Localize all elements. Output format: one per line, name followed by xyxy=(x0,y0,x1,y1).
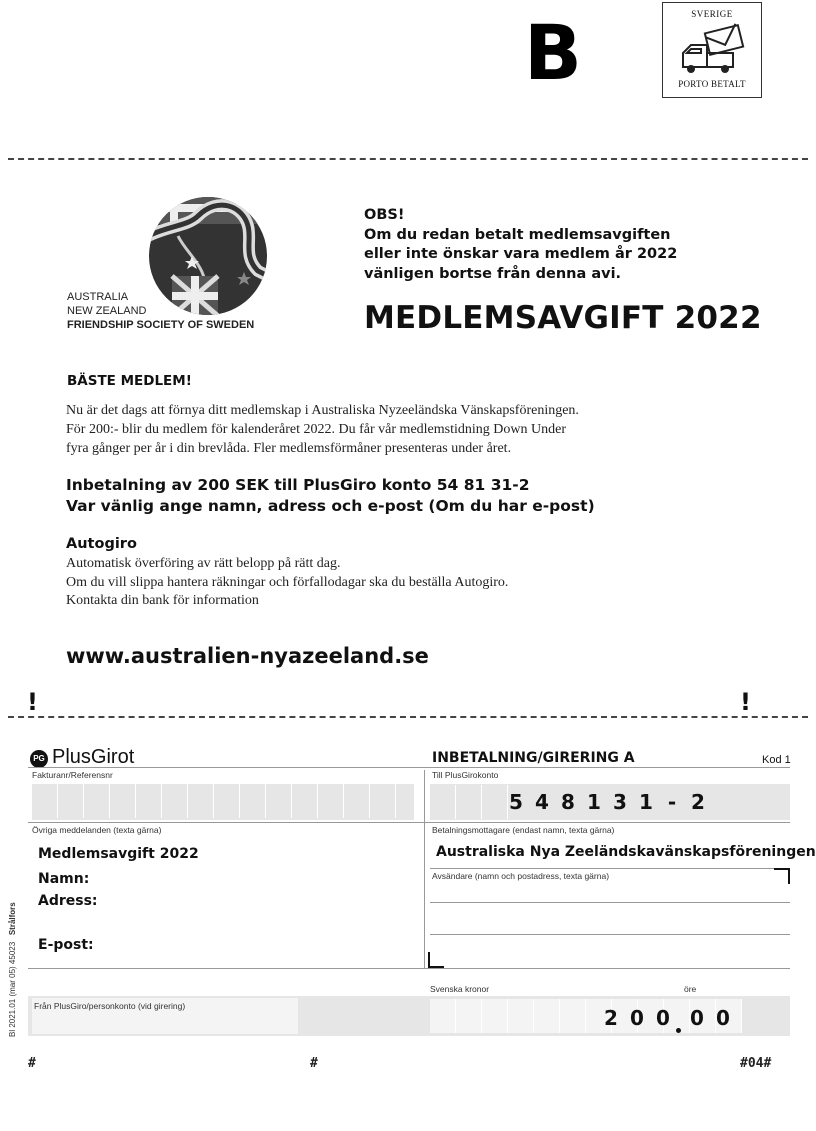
account-digit: - xyxy=(667,790,677,814)
ocr-mark-right: #04# xyxy=(740,1056,772,1071)
messages-label: Övriga meddelanden (texta gärna) xyxy=(32,825,162,835)
recipient-name: Australiska Nya Zeeländskavänskapsföreningen xyxy=(436,844,816,860)
greeting: BÄSTE MEDLEM! xyxy=(67,373,192,389)
amount-kronor-digit: 0 xyxy=(656,1006,670,1030)
ocr-mark-middle: # xyxy=(310,1056,318,1071)
amount-ore-digit: 0 xyxy=(716,1006,730,1030)
autogiro-line3: Kontakta din bank för information xyxy=(66,593,259,608)
account-digit-boxes xyxy=(430,785,508,819)
notice-line1: OBS! xyxy=(364,207,405,223)
society-name xyxy=(67,290,254,332)
society-name-line3: FRIENDSHIP SOCIETY OF SWEDEN xyxy=(67,319,255,331)
autogiro-line2: Om du vill slippa hantera räkningar och förfallodagar ska du beställa Autogiro. xyxy=(66,574,509,590)
decimal-point xyxy=(676,1028,681,1033)
notice-line4: vänligen bortse från denna avi. xyxy=(364,265,622,282)
page-title: MEDLEMSAVGIFT 2022 xyxy=(364,300,762,336)
autogiro-line1: Automatisk överföring av rätt belopp på rätt dag. xyxy=(66,556,341,571)
from-account-label: Från PlusGiro/personkonto (vid girering) xyxy=(34,1001,186,1011)
notice-line2: Om du redan betalt medlemsavgiften xyxy=(364,226,671,243)
payment-line2: Var vänlig ange namn, adress och e-post (Om du har e-post) xyxy=(66,497,595,515)
payment-instructions xyxy=(66,475,595,517)
postage-stamp xyxy=(662,2,762,98)
form-rule xyxy=(430,902,790,903)
notice-block xyxy=(364,206,677,284)
form-heading: INBETALNING/GIRERING A xyxy=(432,750,635,766)
cut-mark-right: ! xyxy=(740,688,751,716)
sender-label: Avsändare (namn och postadress, texta gärna) xyxy=(432,871,610,881)
intro-paragraph xyxy=(66,401,666,458)
society-name-line2: NEW ZEALAND xyxy=(67,305,147,317)
amount-kronor-digit: 2 xyxy=(604,1006,618,1030)
recipient-label: Betalningsmottagare (endast namn, texta gärna) xyxy=(432,825,615,835)
printer-brand: Strålfors xyxy=(8,902,17,936)
to-account-label: Till PlusGirokonto xyxy=(432,770,499,780)
stamp-country: SVERIGE xyxy=(691,9,733,19)
account-digit: 2 xyxy=(691,790,705,814)
account-digit: 5 xyxy=(509,790,523,814)
payment-line1: Inbetalning av 200 SEK till PlusGiro konto 54 81 31-2 xyxy=(66,476,530,494)
letter-b: B xyxy=(524,8,582,97)
amount-kronor-digit: 0 xyxy=(630,1006,644,1030)
account-digit: 8 xyxy=(561,790,575,814)
ocr-mark-left: # xyxy=(28,1056,36,1071)
form-rule xyxy=(430,868,790,869)
ore-label: öre xyxy=(684,984,697,994)
account-digit: 3 xyxy=(613,790,627,814)
email-field-label: E-post: xyxy=(38,937,94,953)
intro-line2: För 200:- blir du medlem för kalenderåret 2022. Du får vår medlemstidning Down Under xyxy=(66,422,566,437)
account-digit: 4 xyxy=(535,790,549,814)
intro-line1: Nu är det dags att förnya ditt medlemskap i Australiska Nyzeeländska Vänskapsföreningen. xyxy=(66,403,579,418)
address-field-label: Adress: xyxy=(38,893,98,909)
truck-envelope-icon xyxy=(677,23,749,75)
sender-corner-mark xyxy=(774,868,790,884)
reference-input[interactable] xyxy=(32,784,414,820)
account-digit: 1 xyxy=(587,790,601,814)
plusgirot-brand: PlusGirot xyxy=(52,746,135,768)
perforation-line-bottom xyxy=(8,716,808,718)
cut-mark-left: ! xyxy=(27,688,38,716)
reference-label: Fakturanr/Referensnr xyxy=(32,770,113,780)
form-code-number: Bl 2021.01 (mar 05) 45023 xyxy=(8,941,17,1037)
society-name-line1: AUSTRALIA xyxy=(67,291,129,303)
autogiro-heading: Autogiro xyxy=(66,536,137,552)
form-rule xyxy=(28,968,790,969)
account-digit: 1 xyxy=(639,790,653,814)
stamp-paid-text: PORTO BETALT xyxy=(678,79,746,89)
notice-line3: eller inte önskar vara medlem år 2022 xyxy=(364,246,678,262)
sender-corner-mark xyxy=(428,952,444,968)
amount-ore-digit: 0 xyxy=(690,1006,704,1030)
form-divider xyxy=(424,770,425,968)
kronor-label: Svenska kronor xyxy=(430,984,490,994)
form-rule xyxy=(28,767,790,768)
plusgirot-logo xyxy=(30,746,134,769)
pg-badge-icon: PG xyxy=(30,750,48,768)
form-rule xyxy=(430,934,790,935)
website-url: www.australien-nyazeeland.se xyxy=(66,644,429,668)
form-rule xyxy=(28,822,790,823)
form-side-code xyxy=(6,895,18,1040)
autogiro-paragraph xyxy=(66,555,508,611)
intro-line3: fyra gånger per år i din brevlåda. Fler medlemsförmåner presenteras under året. xyxy=(66,441,512,456)
perforation-line-top xyxy=(8,158,808,160)
form-code: Kod 1 xyxy=(762,754,791,766)
message-title: Medlemsavgift 2022 xyxy=(38,846,199,862)
name-field-label: Namn: xyxy=(38,871,90,887)
